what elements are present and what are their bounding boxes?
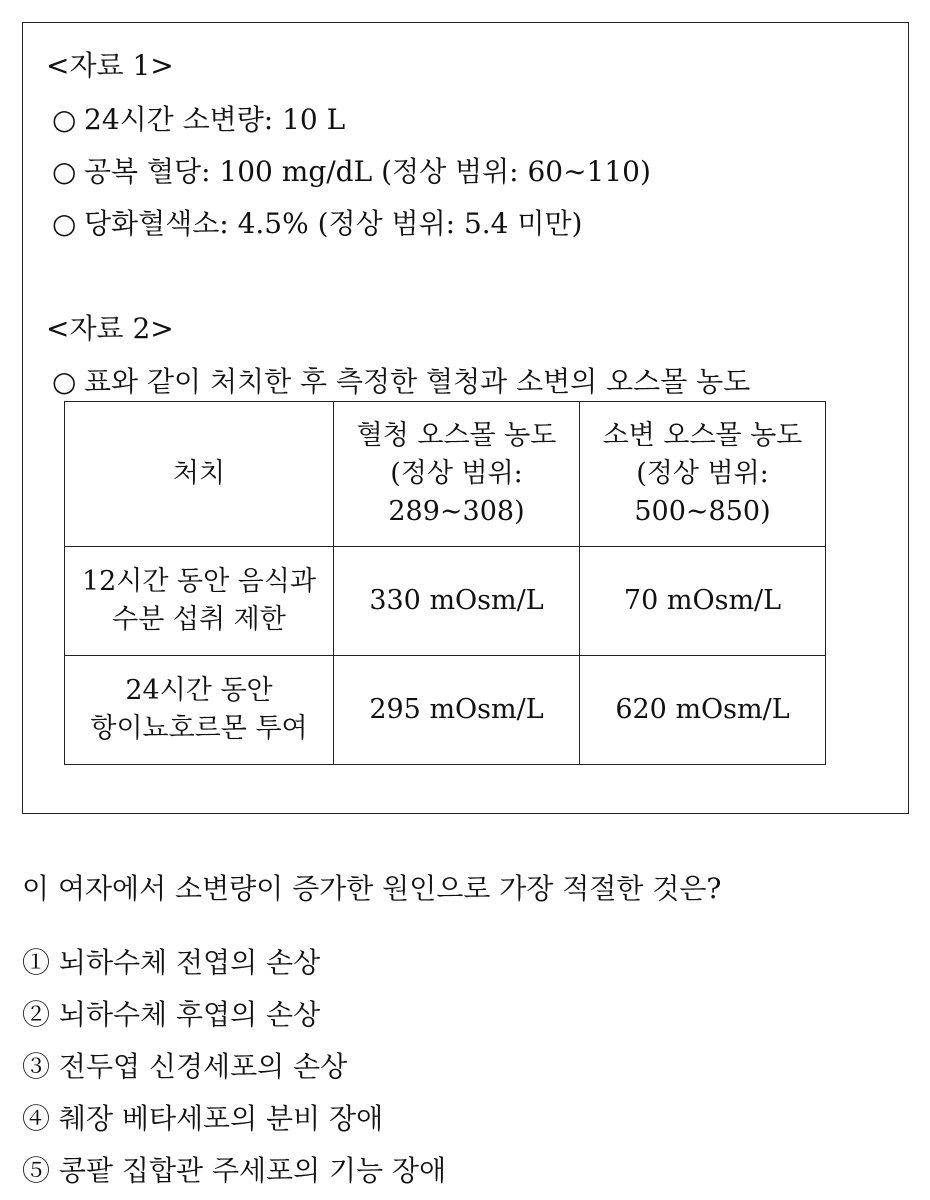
bullet-icon: ○ [52, 207, 77, 240]
fasting-glucose-text: 공복 혈당: 100 mg/dL (정상 범위: 60∼110) [84, 155, 651, 188]
urine-volume-text: 24시간 소변량: 10 L [84, 103, 346, 136]
table-header-row [65, 402, 826, 547]
serum-cell: 330 mOsm/L [334, 547, 580, 656]
table-row [65, 547, 826, 656]
bullet-icon: ○ [52, 365, 77, 398]
urine-cell: 70 mOsm/L [580, 547, 826, 656]
header-serum: 혈청 오스몰 농도 (정상 범위: 289∼308) [334, 402, 580, 547]
option-1[interactable]: ① 뇌하수체 전엽의 손상 [22, 946, 321, 979]
hba1c-text: 당화혈색소: 4.5% (정상 범위: 5.4 미만) [84, 207, 583, 240]
option-4[interactable]: ④ 췌장 베타세포의 분비 장애 [22, 1102, 384, 1135]
data1-item [52, 154, 651, 190]
header-treatment: 처치 [65, 402, 334, 547]
bullet-icon: ○ [52, 155, 77, 188]
question-text: 이 여자에서 소변량이 증가한 원인으로 가장 적절한 것은? [22, 872, 722, 905]
header-urine: 소변 오스몰 농도 (정상 범위: 500∼850) [580, 402, 826, 547]
bullet-icon: ○ [52, 103, 77, 136]
urine-cell: 620 mOsm/L [580, 656, 826, 765]
option-2[interactable]: ② 뇌하수체 후엽의 손상 [22, 998, 321, 1031]
data1-item [52, 206, 582, 242]
data1-item [52, 102, 345, 138]
treatment-cell: 12시간 동안 음식과 수분 섭취 제한 [65, 547, 334, 656]
osmolality-table [64, 401, 826, 765]
treatment-cell: 24시간 동안 항이뇨호르몬 투여 [65, 656, 334, 765]
data1-title: <자료 1> [46, 49, 174, 82]
table-row [65, 656, 826, 765]
data2-description [52, 364, 750, 400]
option-5[interactable]: ⑤ 콩팥 집합관 주세포의 기능 장애 [22, 1154, 447, 1187]
serum-cell: 295 mOsm/L [334, 656, 580, 765]
data2-title: <자료 2> [46, 312, 174, 345]
description-text: 표와 같이 처치한 후 측정한 혈청과 소변의 오스몰 농도 [84, 365, 751, 398]
option-3[interactable]: ③ 전두엽 신경세포의 손상 [22, 1050, 348, 1083]
